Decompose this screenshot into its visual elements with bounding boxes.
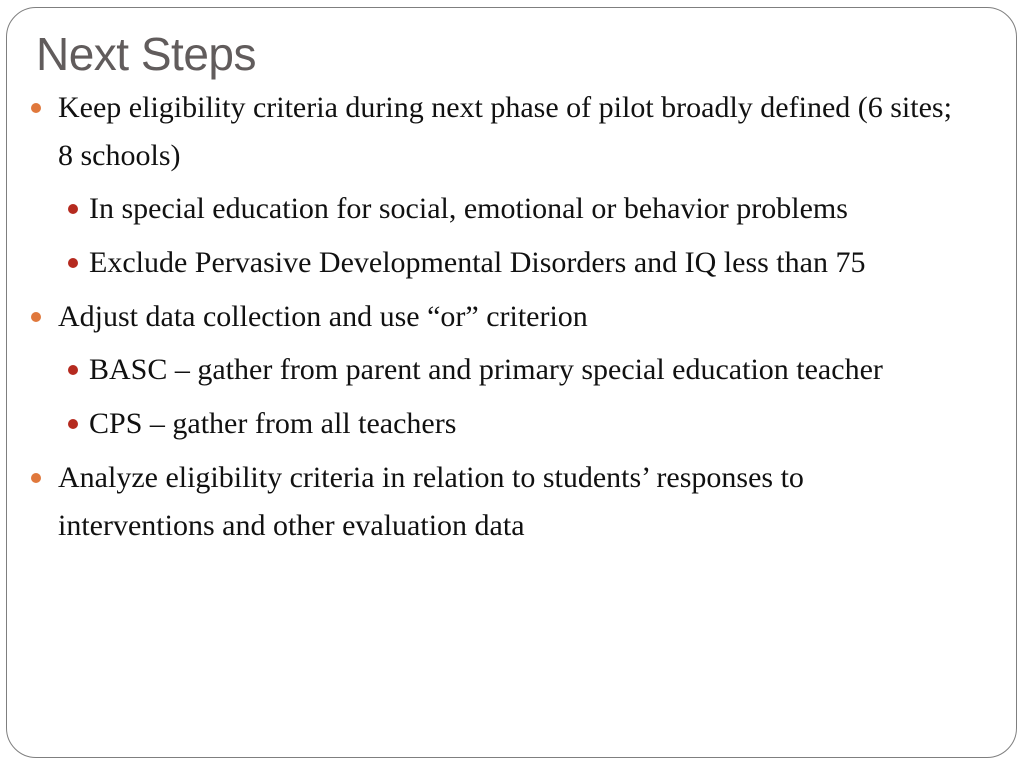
bullet-dot-icon [31, 312, 41, 322]
bullet-item-2 [0, 293, 958, 341]
bullet-item-3 [0, 454, 958, 550]
sub-bullet-item-1-1 [0, 185, 949, 232]
sub-bullet-dot-icon [68, 258, 78, 268]
bullet-item-1 [0, 84, 958, 180]
sub-bullet-item-2-2 [0, 400, 949, 447]
sub-bullet-text: Exclude Pervasive Developmental Disorders and IQ less than 75 [89, 246, 866, 279]
sub-bullet-text: In special education for social, emotional or behavior problems [89, 192, 848, 225]
page-title: Next Steps [36, 28, 256, 80]
sub-bullet-dot-icon [68, 365, 78, 375]
bullet-dot-icon [31, 473, 41, 483]
sub-bullet-item-2-1 [0, 346, 949, 393]
sub-bullet-dot-icon [68, 204, 78, 214]
slide-body [0, 84, 1024, 550]
sub-bullet-item-1-2 [0, 239, 949, 286]
bullet-text: Analyze eligibility criteria in relation to students’ responses to interventions and other evaluation data [58, 461, 804, 542]
sub-bullet-dot-icon [68, 419, 78, 429]
sub-bullet-text: BASC – gather from parent and primary special education teacher [89, 353, 883, 386]
bullet-text: Keep eligibility criteria during next phase of pilot broadly defined (6 sites; 8 schools) [58, 91, 952, 172]
sub-bullet-text: CPS – gather from all teachers [89, 407, 457, 440]
bullet-dot-icon [31, 103, 41, 113]
bullet-text: Adjust data collection and use “or” criterion [58, 300, 588, 333]
